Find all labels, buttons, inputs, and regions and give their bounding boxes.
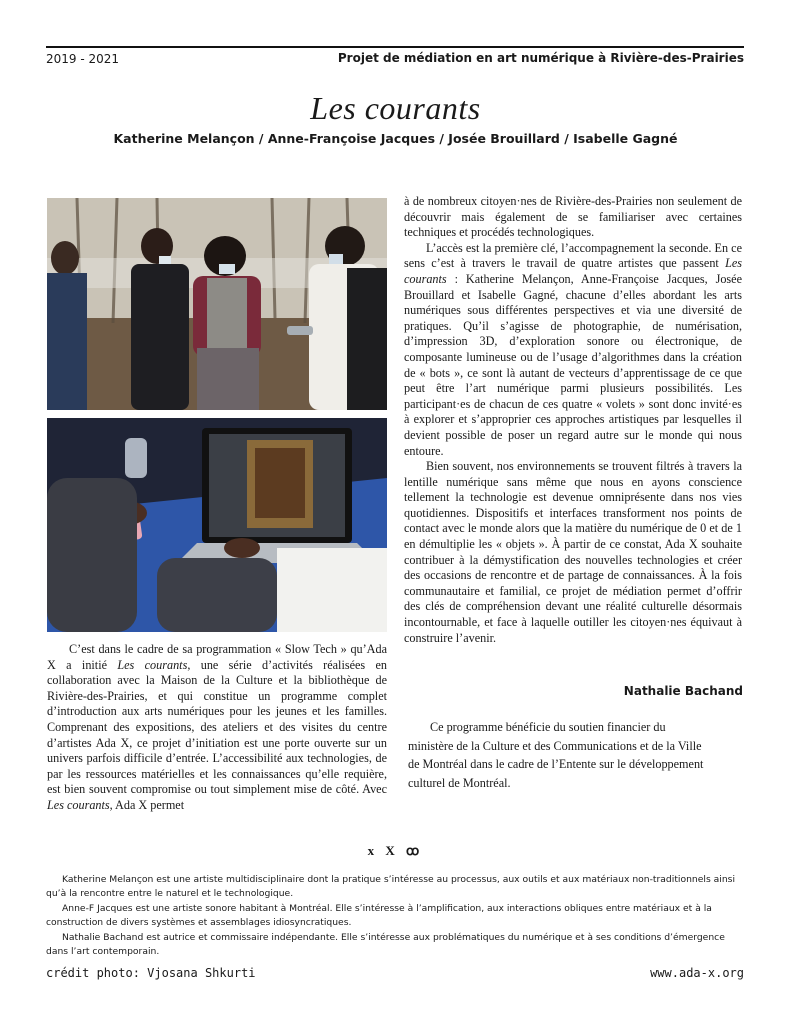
text-run: Ada X permet (112, 797, 185, 812)
right-column (404, 194, 742, 646)
photo-credit: crédit photo: Vjosana Shkurti (46, 966, 256, 980)
left-paragraph (47, 642, 387, 814)
authors-line: Katherine Melançon / Anne-Françoise Jacques / Josée Brouillard / Isabelle Gagné (113, 131, 678, 146)
author-signature: Nathalie Bachand (623, 684, 743, 698)
photo-outdoor-workshop (47, 198, 387, 410)
text-emphasis: Les courants (404, 256, 742, 286)
text-run: C’est dans le cadre de sa programmation « Slow Tech » qu’Ada X a initié (47, 642, 387, 672)
page-title: Les courants (310, 90, 481, 126)
text-run: , une série d’activités réalisées en collaboration avec la Maison de la Culture et la bibliothèque de Rivière-des-Prairies, et qui constitue un programme complet d’introduction aux arts numériques pour les jeunes et les familles. Comprenant des expositions, des ateliers et des visites du centre d’artistes Ada X, ce projet d’initiation est une porte ouverte sur un univers parfois difficile d’entrée. L’accessibilité aux technologies, de par les ressources matérielles et les connaissances qu’elle requière, est bien souvent compromise ou tout simplement mise de côté. Avec (47, 657, 387, 797)
header-rule (46, 46, 744, 48)
text-run: L’accès est la première clé, l’accompagnement la seconde. En ce sens c’est à travers le travail de quatre artistes que passent (404, 240, 742, 271)
left-column (47, 642, 387, 814)
text-emphasis: Les courants, (47, 797, 113, 812)
section-ornament: x X ꝏ (367, 843, 424, 858)
photo-laptop-activity (47, 418, 387, 632)
header-years: 2019 - 2021 (46, 52, 120, 66)
text-run: : Katherine Melançon, Anne-Françoise Jacques, Josée Brouillard et Isabelle Gagné, chacune d’elles abordant les arts numériques sous différentes perspectives et via une diversité de pratiques. Qu’il s’agisse de photographie, de numérisation, d’impression 3D, d’exploration sonore ou électronique, de composante lumineuse ou de l’usage d’algorithmes dans la création de « bots », ce sont là autant de vecteurs d’apprentissage de ce que peut être l’art numérique parmi plusieurs possibilités. Les participant·es de chacun de ces quatre « volets » sont donc invité·es à explorer et s’approprier ces approches artistiques par lesquelles il devient possible de poser un regard autre sur le monde qui nous entoure. (404, 271, 742, 458)
funding-notice: Ce programme bénéficie du soutien financier du ministère de la Culture et des Communications et de la Ville de Montréal dans le cadre de l’Entente sur le développement culturel de Montréal. (408, 720, 704, 790)
right-paragraph-1 (404, 241, 742, 459)
bio-entry: Katherine Melançon est une artiste multidisciplinaire dont la pratique s’intéresse au processus, aux outils et aux matériaux non-traditionnels ainsi qu’à la rencontre entre le naturel et le technologique. (46, 874, 735, 900)
right-paragraph-2: Bien souvent, nos environnements se trouvent filtrés à travers la lentille numérique sans même que nous en ayons conscience tellement la technologie est devenue omniprésente dans nos vies quotidiennes. Dispositifs et interfaces transforment nos points de contact avec le monde alors que la matière du numérique de 0 et de 1 en démultiplie les « objets ». À partir de ce constat, Ada X souhaite contribuer à la démystification des nouvelles technologies et créer des occasions de rencontre et de partage de connaissances. À la fois communautaire et familial, ce projet de médiation permet d’offrir des clés de compréhension devant une réalité culturelle désormais incontournable, et face à laquelle outiller les citoyen·nes équivaut à construire l’avenir. (404, 459, 742, 645)
right-paragraph-0: à de nombreux citoyen·nes de Rivière-des-Prairies non seulement de découvrir mais également de se familiariser avec certaines techniques et procédés technologiques. (404, 194, 742, 240)
header-project-title: Projet de médiation en art numérique à Rivière-des-Prairies (337, 51, 744, 65)
biographies (46, 873, 746, 959)
website-link[interactable]: www.ada-x.org (650, 966, 744, 980)
bio-entry: Anne-F Jacques est une artiste sonore habitant à Montréal. Elle s’intéresse à l’amplification, aux interactions obliques entre matériaux et à la construction de divers systèmes et assemblages idiosyncratiques. (46, 902, 712, 929)
text-emphasis: Les courants (117, 657, 188, 672)
bio-entry: Nathalie Bachand est autrice et commissaire indépendante. Elle s’intéresse aux problématiques du numérique et à ses conditions d’émergence dans l’art contemporain. (46, 931, 725, 958)
